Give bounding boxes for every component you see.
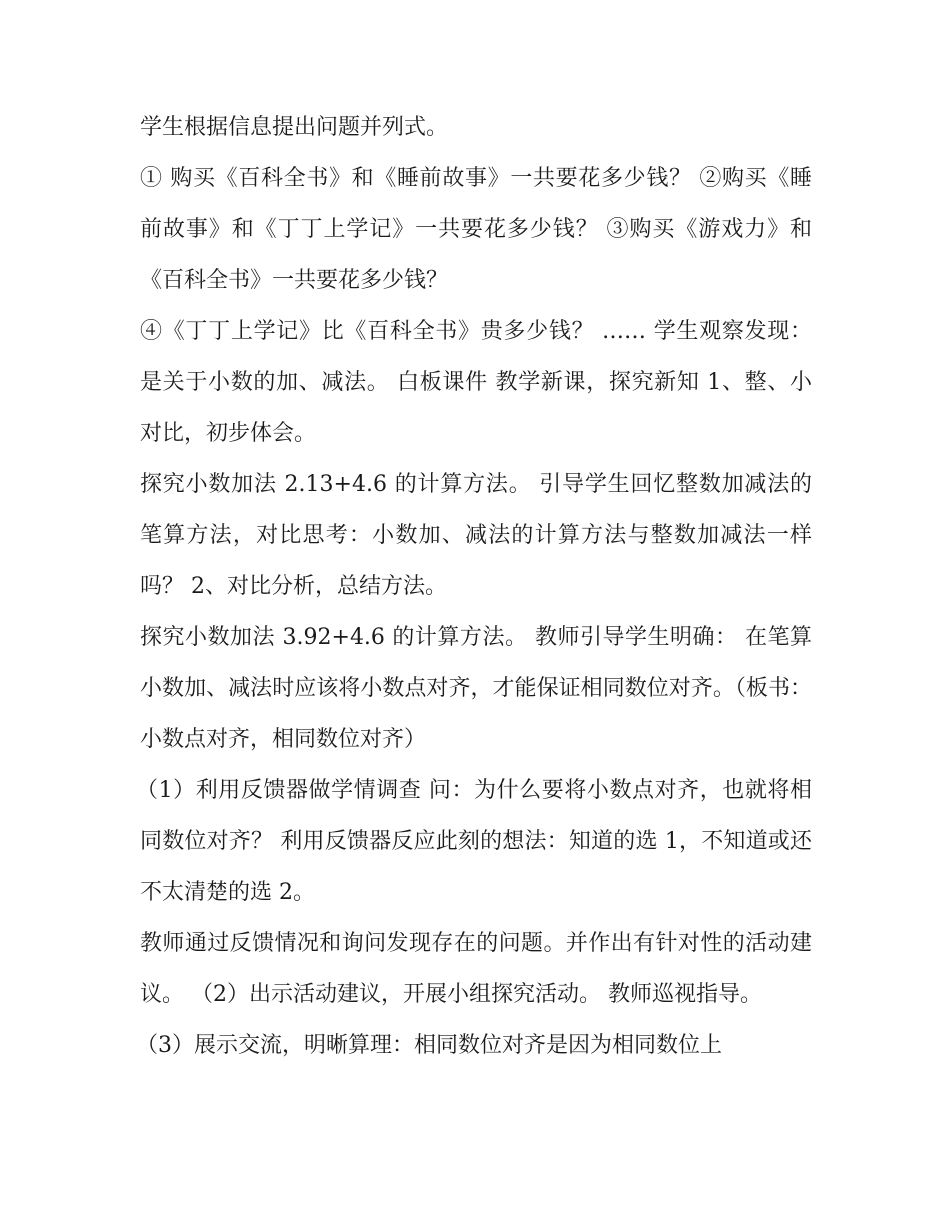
paragraph-questions-1-3: ① 购买《百科全书》和《睡前故事》一共要花多少钱？ ②购买《睡前故事》和《丁丁上学记》一共要花多少钱？ ③购买《游戏力》和《百科全书》一共要花多少钱？	[140, 166, 812, 293]
paragraph-question-4: ④《丁丁上学记》比《百科全书》贵多少钱？ …… 学生观察发现：是关于小数的加、减法。 白板课件 教学新课，探究新知 1、整、小对比，初步体会。	[140, 319, 812, 446]
paragraph-teacher-feedback: 教师通过反馈情况和询问发现存在的问题。并作出有针对性的活动建议。 （2）出示活动建议，开展小组探究活动。 教师巡视指导。	[140, 931, 812, 1007]
paragraph-intro: 学生根据信息提出问题并列式。	[140, 115, 449, 140]
paragraph-explore-addition-2: 探究小数加法 3.92+4.6 的计算方法。 教师引导学生明确： 在笔算小数加、减法时应该将小数点对齐，才能保证相同数位对齐。（板书：小数点对齐，相同数位对齐）	[140, 625, 812, 752]
paragraph-explore-addition-1: 探究小数加法 2.13+4.6 的计算方法。 引导学生回忆整数加减法的笔算方法，对比思考：小数加、减法的计算方法与整数加减法一样吗？ 2、对比分析，总结方法。	[140, 472, 812, 599]
paragraph-presentation: （3）展示交流，明晰算理：相同数位对齐是因为相同数位上	[136, 1033, 722, 1058]
paragraph-feedback-survey: （1）利用反馈器做学情调查 问：为什么要将小数点对齐，也就将相同数位对齐？ 利用反馈器反应此刻的想法：知道的选 1，不知道或还不太清楚的选 2。	[136, 778, 812, 905]
document-body	[136, 102, 812, 1071]
